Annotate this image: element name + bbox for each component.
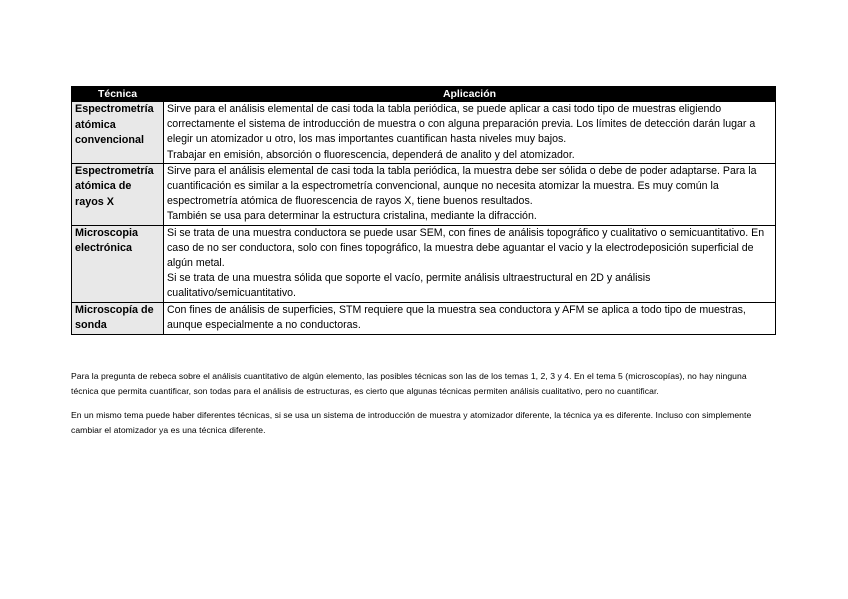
- header-aplicacion: Aplicación: [164, 87, 776, 102]
- note-paragraph: En un mismo tema puede haber diferentes técnicas, si se usa un sistema de introducción de muestra y atomizador diferente, la técnica ya es diferente. Incluso con simplemente cambiar el atomizador ya es una técnica diferente.: [71, 409, 752, 436]
- tecnica-cell: Microscopia electrónica: [72, 225, 164, 302]
- aplicacion-cell: [164, 225, 776, 302]
- tecnica-cell: Microscopía de sonda: [72, 302, 164, 334]
- table-row: [72, 302, 776, 334]
- aplicacion-cell: [164, 302, 776, 334]
- table-row: [72, 102, 776, 164]
- aplicacion-paragraph: También se usa para determinar la estructura cristalina, mediante la difracción.: [167, 210, 537, 223]
- aplicacion-paragraph: Sirve para el análisis elemental de casi toda la tabla periódica, la muestra debe ser sólida o debe de poder adaptarse. Para la cuantificación es similar a la espectrometría convencional, aunque no necesita atomizar la muestra. Es muy común la espectrometría atómica de fluorescencia de rayos X, tiene buenos resultados.: [167, 164, 757, 208]
- table-row: [72, 225, 776, 302]
- header-tecnica: Técnica: [72, 87, 164, 102]
- aplicacion-paragraph: Si se trata de una muestra conductora se puede usar SEM, con fines de análisis topográfico y cualitativo o semicuantitativo. En caso de no ser conductora, solo con fines topográfico, la muestra debe aguantar el vacio y la electrodeposición superficial de algún metal.: [167, 226, 765, 270]
- note-paragraph: Para la pregunta de rebeca sobre el análisis cuantitativo de algún elemento, las posibles técnicas son las de los temas 1, 2, 3 y 4. En el tema 5 (microscopías), no hay ninguna técnica que permita cuantificar, son todas para el análisis de estructuras, es cierto que algunas técnicas permiten análisis cualitativo, pero no cuantificar.: [71, 371, 747, 397]
- tecnica-cell: Espectrometría atómica convencional: [72, 102, 164, 164]
- table-row: [72, 163, 776, 225]
- notes-section: [71, 369, 776, 447]
- aplicacion-paragraph: Con fines de análisis de superficies, STM requiere que la muestra sea conductora y AFM se aplica a todo tipo de muestras, aunque especialmente a no conductoras.: [167, 303, 746, 331]
- aplicacion-paragraph: Sirve para el análisis elemental de casi toda la tabla periódica, se puede aplicar a casi todo tipo de muestras eligiendo correctamente el sistema de introducción de muestra o con alguna preparación previa. Los límites de detección darán lugar a elegir un atomizador u otro, los mas importantes cuantifican hasta niveles muy bajos.: [167, 103, 756, 146]
- aplicacion-cell: [164, 102, 776, 164]
- aplicacion-paragraph: Trabajar en emisión, absorción o fluorescencia, dependerá de analito y del atomizador.: [167, 148, 575, 161]
- aplicacion-paragraph: Si se trata de una muestra sólida que soporte el vacío, permite análisis ultraestructural en 2D y análisis cualitativo/semicuantitativo.: [167, 272, 651, 300]
- tecnica-cell: Espectrometría atómica de rayos X: [72, 163, 164, 225]
- techniques-table: [71, 86, 776, 335]
- table-header-row: [72, 87, 776, 102]
- aplicacion-cell: [164, 163, 776, 225]
